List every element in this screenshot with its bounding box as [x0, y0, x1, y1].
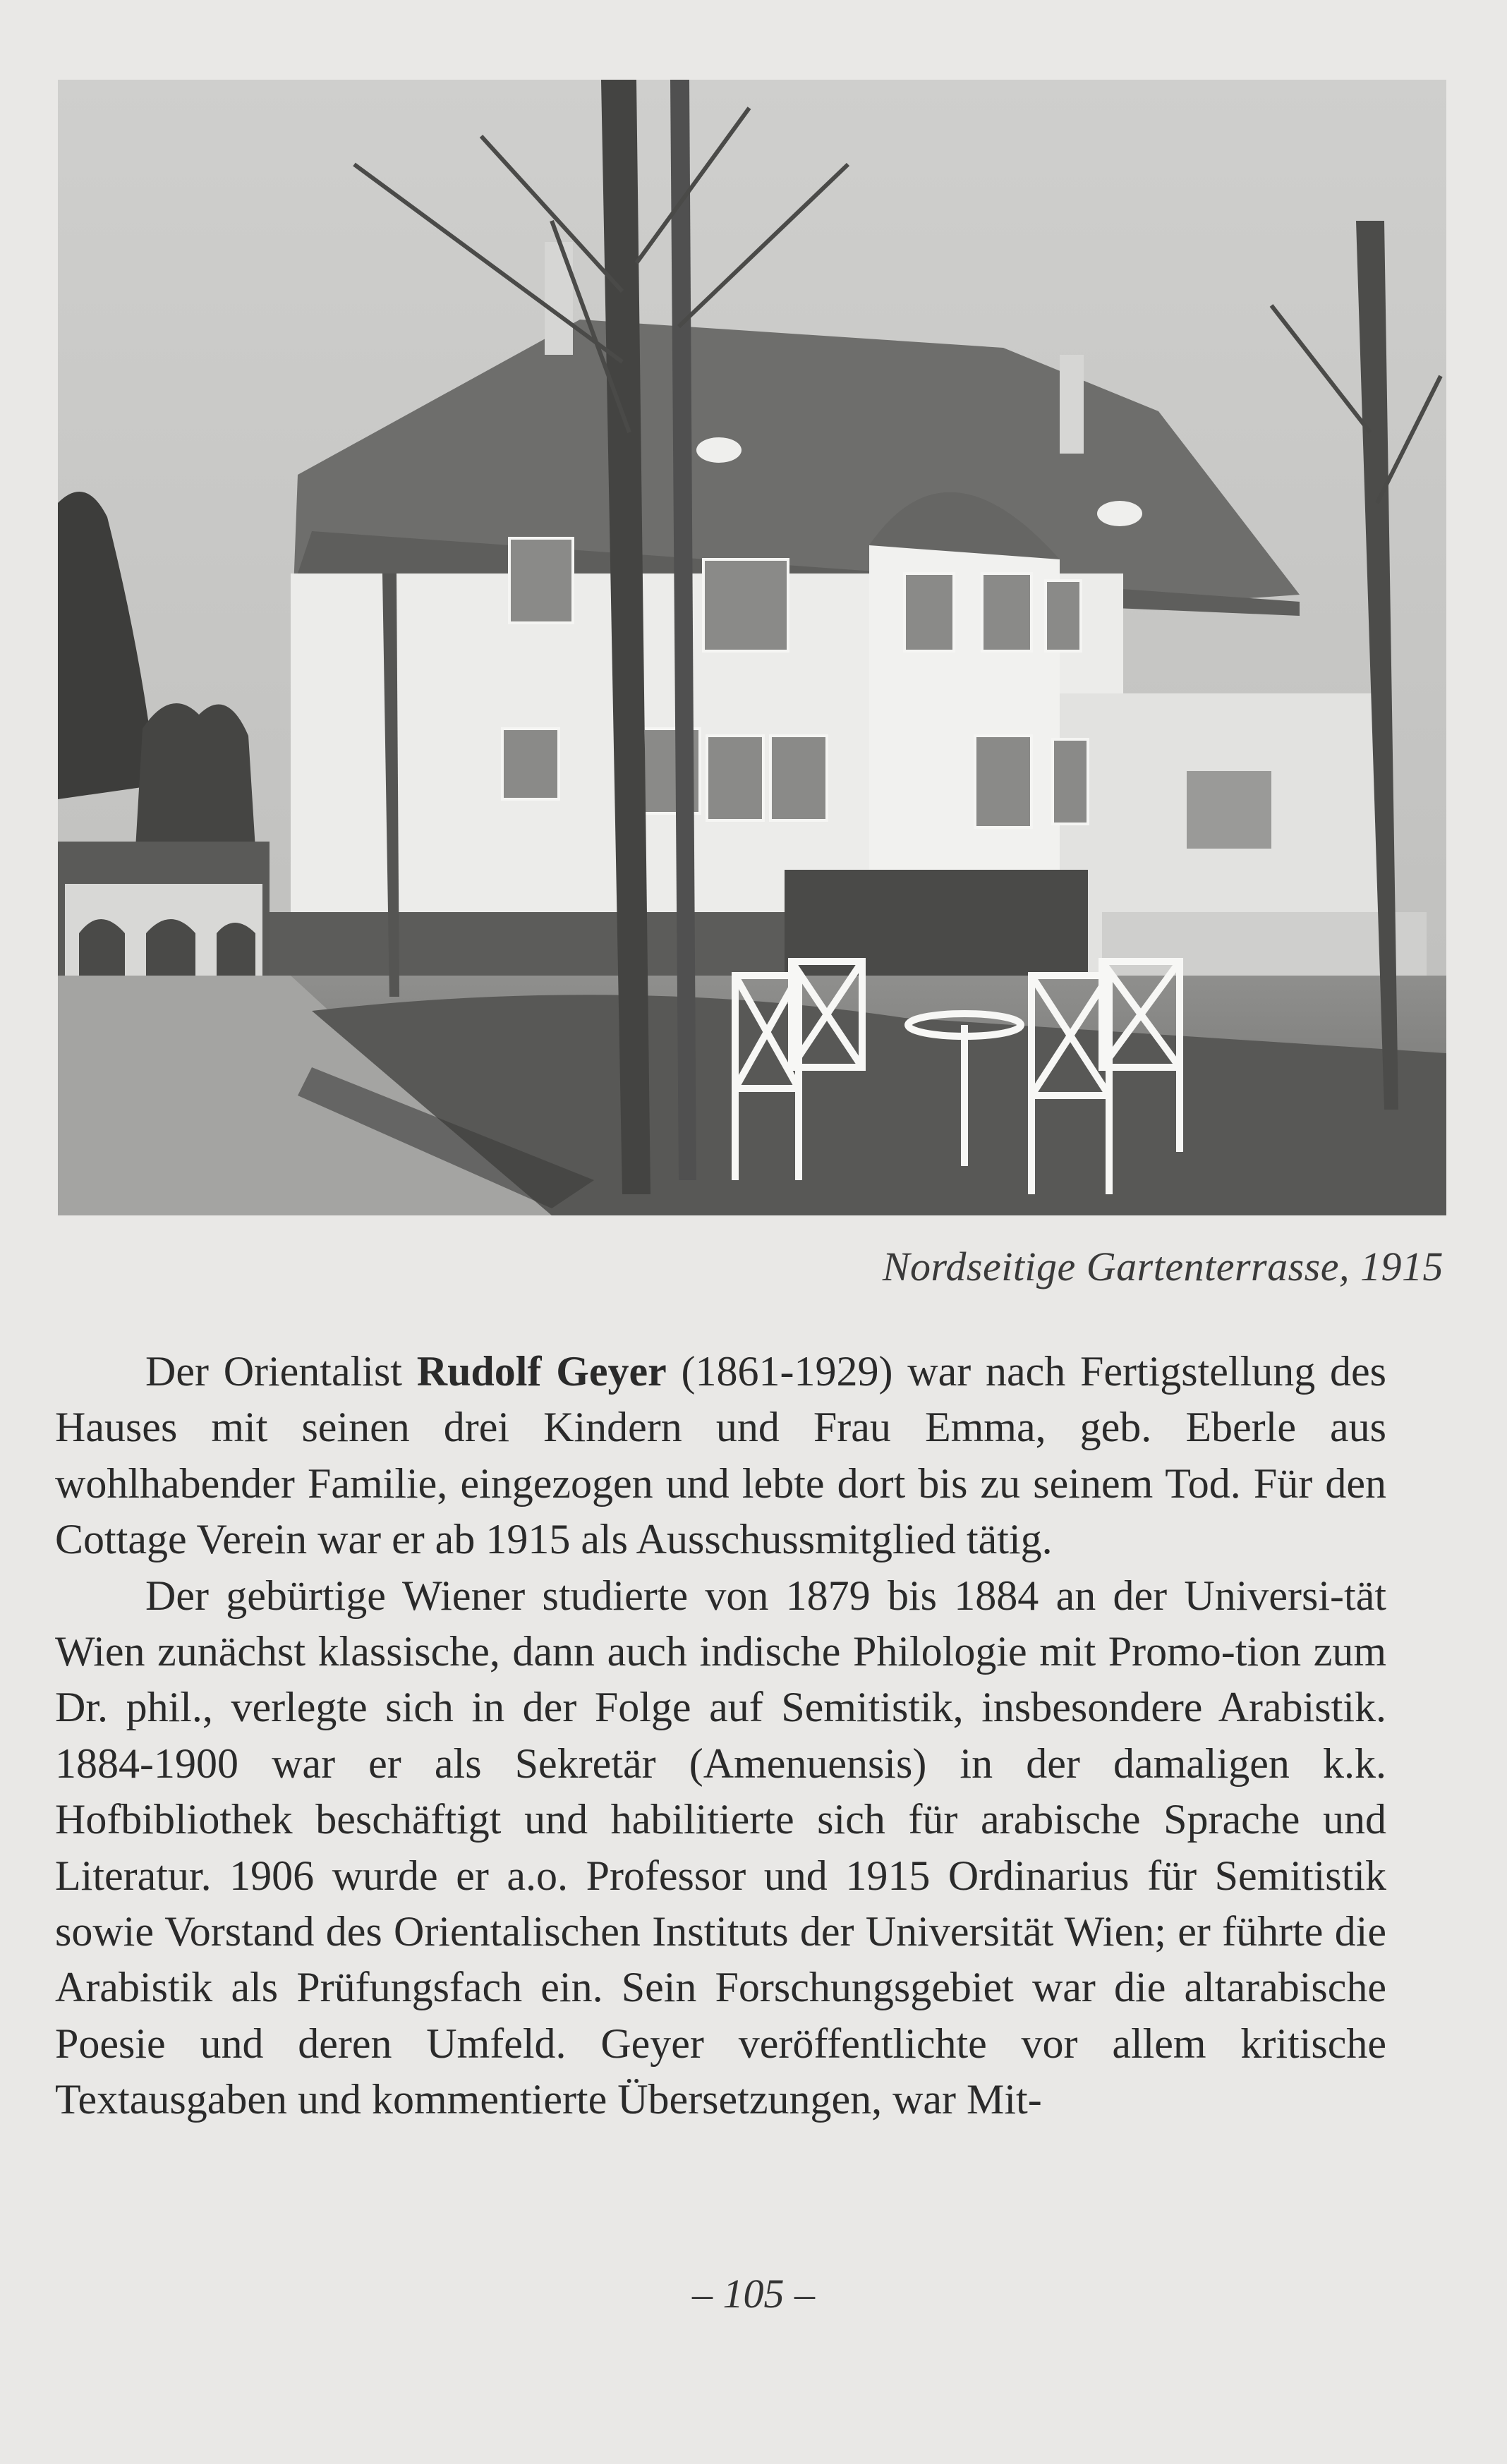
photo-caption: Nordseitige Gartenterrasse, 1915	[882, 1244, 1444, 1289]
body-text	[55, 1344, 1386, 2128]
villa-garden-terrace-photo	[58, 80, 1446, 1215]
person-name: Rudolf Geyer	[416, 1348, 667, 1395]
paragraph-2: Der gebürtige Wiener studierte von 1879 bis 1884 an der Universi-tät Wien zunächst klassische, dann auch indische Philologie mit Promo-tion zum Dr. phil., verlegte sich in der Folge auf Semitistik, insbesondere Arabistik. 1884-1900 war er als Sekretär (Amenuensis) in der damaligen k.k. Hofbibliothek beschäftigt und habilitierte sich für arabische Sprache und Literatur. 1906 wurde er a.o. Professor und 1915 Ordinarius für Semitistik sowie Vorstand des Orientalischen Instituts der Universität Wien; er führte die Arabistik als Prüfungsfach ein. Sein Forschungsgebiet war die altarabische Poesie und deren Umfeld. Geyer veröffentlichte vor allem kritische Textausgaben und kommentierte Übersetzungen, war Mit-	[55, 1572, 1386, 2123]
page-number: – 105 –	[692, 2271, 815, 2317]
paragraph-1: Der Orientalist Rudolf Geyer (1861-1929) war nach Fertigstellung des Hauses mit seinen drei Kindern und Frau Emma, geb. Eberle aus wohlhabender Familie, eingezogen und lebte dort bis zu seinem Tod. Für den Cottage Verein war er ab 1915 als Ausschussmitglied tätig.	[55, 1348, 1387, 1563]
